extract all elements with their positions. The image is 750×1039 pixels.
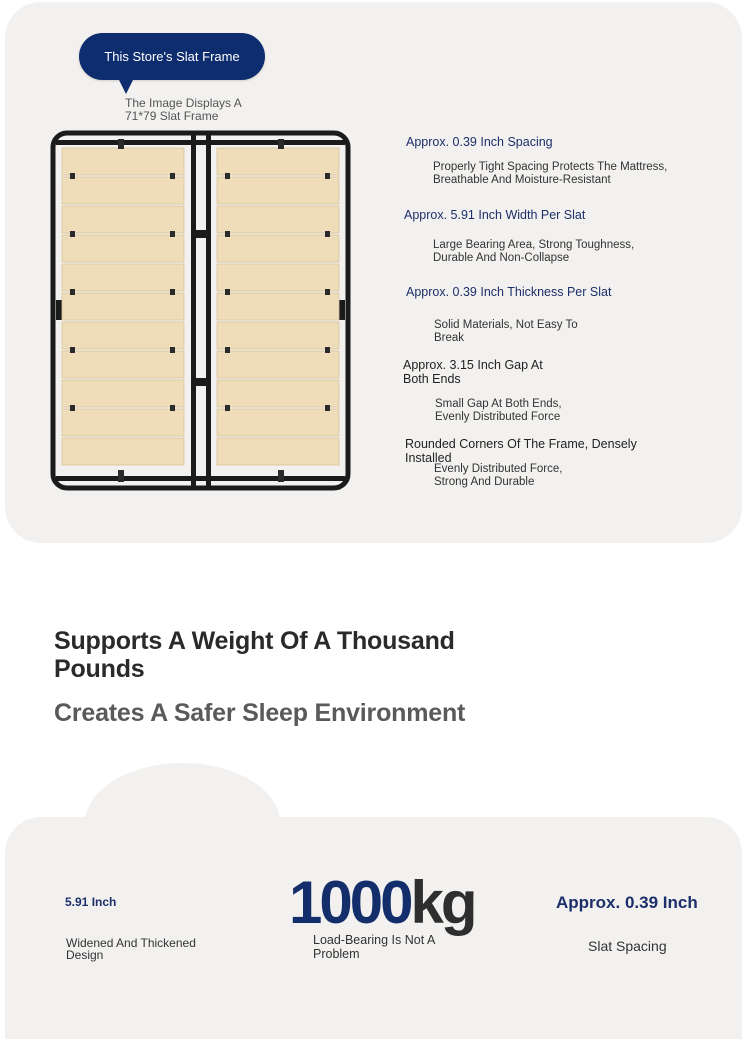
bubble-label: This Store's Slat Frame (104, 49, 240, 64)
feature-title-corners: Rounded Corners Of The Frame, Densely Installed (405, 437, 637, 465)
slat-width-value: 5.91 Inch (65, 895, 117, 909)
image-caption: The Image Displays A 71*79 Slat Frame (125, 96, 242, 123)
feature-title-spacing: Approx. 0.39 Inch Spacing (406, 135, 553, 149)
feature-desc-width: Large Bearing Area, Strong Toughness, Durable And Non-Collapse (433, 239, 635, 264)
slat-spacing-desc: Slat Spacing (588, 938, 667, 954)
weight-headline: Supports A Weight Of A Thousand Pounds (54, 627, 455, 683)
load-capacity-unit: kg (410, 869, 475, 936)
feature-desc-corners: Evenly Distributed Force, Strong And Durable (434, 463, 563, 488)
feature-title-width: Approx. 5.91 Inch Width Per Slat (404, 208, 586, 222)
bubble-tail (118, 78, 134, 94)
safety-subheadline: Creates A Safer Sleep Environment (54, 699, 466, 727)
load-capacity-desc: Load-Bearing Is Not A Problem (313, 933, 435, 961)
feature-title-thickness: Approx. 0.39 Inch Thickness Per Slat (406, 285, 612, 299)
slat-width-desc: Widened And Thickened Design (66, 936, 196, 962)
slat-spacing-value: Approx. 0.39 Inch (556, 893, 698, 912)
slat-frame-illustration (50, 130, 351, 491)
feature-desc-spacing: Properly Tight Spacing Protects The Mattress, Breathable And Moisture-Resistant (433, 161, 668, 186)
feature-desc-gap: Small Gap At Both Ends, Evenly Distributed Force (435, 398, 562, 423)
store-frame-bubble (79, 33, 265, 80)
feature-title-gap: Approx. 3.15 Inch Gap At Both Ends (403, 358, 543, 386)
load-capacity-number: 1000 (289, 869, 411, 936)
load-capacity-value (289, 868, 475, 938)
feature-desc-thickness: Solid Materials, Not Easy To Break (434, 319, 578, 344)
